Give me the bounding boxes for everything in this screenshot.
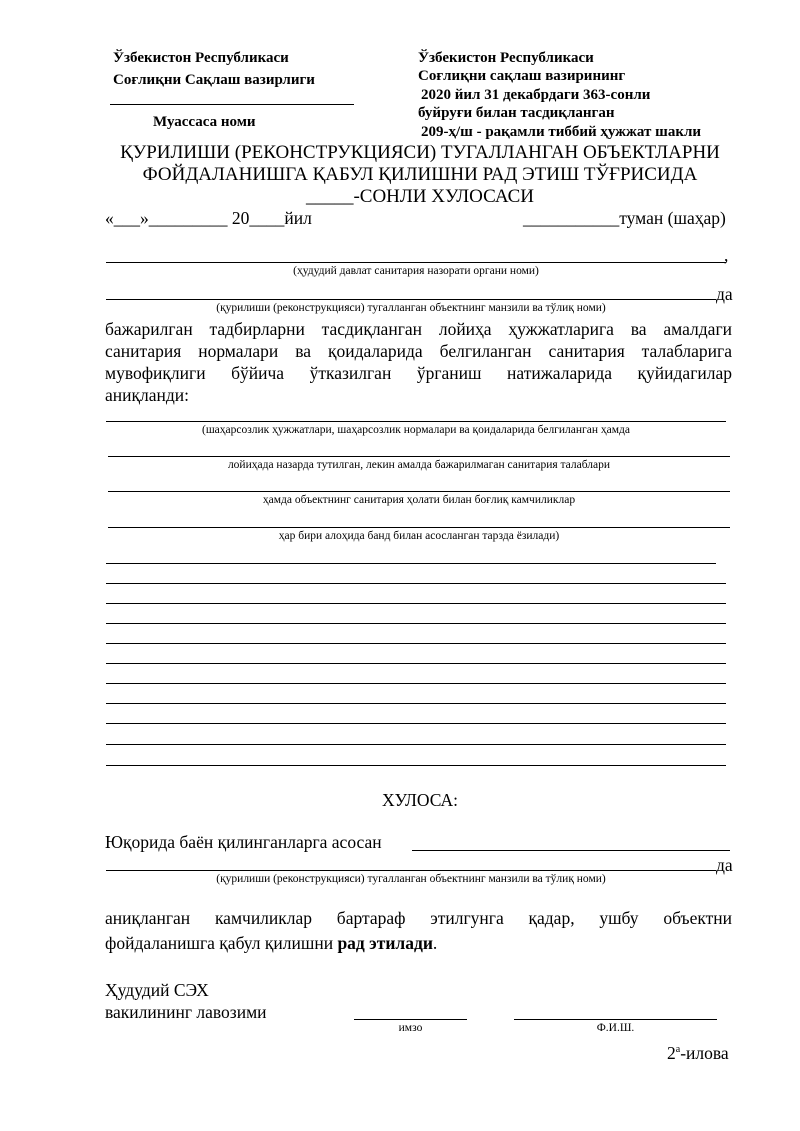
paragraph-line2: санитария нормалари ва қоидаларида белгиланган санитария талабларига <box>105 341 732 361</box>
writing-line[interactable] <box>106 603 726 604</box>
institution-caption: Муассаса номи <box>153 114 256 130</box>
title-line2: ФОЙДАЛАНИШГА ҚАБУЛ ҚИЛИШНИ РАД ЭТИШ ТЎҒРИСИДА <box>142 164 698 185</box>
right-header-line2: Соғлиқни сақлаш вазирининг <box>418 68 626 84</box>
findings-caption-2: лойиҳада назарда тутилган, лекин амалда бажарилмаган санитария талаблари <box>227 459 611 471</box>
signature-caption: имзо <box>398 1022 423 1034</box>
finding-line-4[interactable] <box>108 527 730 528</box>
writing-line[interactable] <box>106 765 726 766</box>
authority-name-line[interactable] <box>106 262 726 263</box>
conclusion-object-line[interactable] <box>106 870 716 871</box>
writing-line[interactable] <box>106 623 726 624</box>
full-name-line[interactable] <box>514 1019 717 1020</box>
signature-line[interactable] <box>354 1019 467 1020</box>
full-name-caption: Ф.И.Ш. <box>596 1022 635 1034</box>
writing-line[interactable] <box>106 723 726 724</box>
writing-line[interactable] <box>106 663 726 664</box>
authority-caption: (ҳудудий давлат санитария назорати органи номи) <box>293 265 539 277</box>
findings-caption-3: ҳамда объектнинг санитария ҳолати билан боғлиқ камчиликлар <box>262 494 576 506</box>
conclusion-text-pre: фойдаланишга қабул қилишни <box>105 933 338 953</box>
district-field[interactable]: ___________туман (шаҳар) <box>523 208 726 228</box>
object-name-line[interactable] <box>106 299 716 300</box>
appendix-label <box>667 1039 729 1064</box>
left-header-ministry: Соғлиқни Сақлаш вазирлиги <box>113 72 315 88</box>
paragraph-line4: аниқланди: <box>105 385 189 405</box>
institution-name-line <box>110 104 354 105</box>
object-suffix: да <box>716 284 733 304</box>
appendix-text: -илова <box>680 1042 729 1063</box>
writing-line[interactable] <box>106 583 726 584</box>
conclusion-text-line1: аниқланган камчиликлар бартараф этилгунга қадар, ушбу объектни <box>105 908 732 928</box>
signature-role-line1: Ҳудудий СЭХ <box>105 980 209 1000</box>
finding-line-3[interactable] <box>108 491 730 492</box>
object-caption: (қурилиши (реконструкцияси) тугалланган объектнинг манзили ва тўлиқ номи) <box>216 302 606 314</box>
finding-line-1[interactable] <box>106 421 726 422</box>
right-header-line3: 2020 йил 31 декабрдаги 363-сонли <box>421 87 651 103</box>
conclusion-text-line2 <box>105 932 437 954</box>
appendix-number: 2 <box>667 1042 676 1063</box>
right-header-line1: Ўзбекистон Республикаси <box>418 50 594 66</box>
findings-caption-4: ҳар бири алоҳида банд билан асосланган тарзда ёзилади) <box>278 530 560 542</box>
paragraph-line1: бажарилган тадбирларни тасдиқланган лойиҳа ҳужжатларига ва амалдаги <box>105 319 732 339</box>
conclusion-basis: Юқорида баён қилинганларга асосан <box>105 832 382 852</box>
writing-line[interactable] <box>106 683 726 684</box>
title-line3: _____-СОНЛИ ХУЛОСАСИ <box>305 186 535 207</box>
appendix-sup: а <box>675 1044 681 1055</box>
findings-caption-1: (шаҳарсозлик ҳужжатлари, шаҳарсозлик нормалари ва қоидаларида белгиланган ҳамда <box>202 424 630 436</box>
right-header-line5: 209-ҳ/ш - рақамли тиббий ҳужжат шакли <box>421 124 702 140</box>
writing-line[interactable] <box>106 703 726 704</box>
paragraph-line3: мувофиқлиги бўйича ўтказилган ўрганиш натижаларида қуйидагилар <box>105 363 732 383</box>
writing-line[interactable] <box>106 744 726 745</box>
writing-line[interactable] <box>106 643 726 644</box>
signature-role-line2: вакилининг лавозими <box>105 1002 267 1022</box>
conclusion-object-caption: (қурилиши (реконструкцияси) тугалланган объектнинг манзили ва тўлиқ номи) <box>216 873 606 885</box>
authority-suffix: , <box>724 245 729 265</box>
writing-line[interactable] <box>106 563 716 564</box>
conclusion-object-suffix: да <box>716 855 733 875</box>
conclusion-text-post: . <box>432 933 438 953</box>
finding-line-2[interactable] <box>108 456 730 457</box>
conclusion-basis-line[interactable] <box>412 850 730 851</box>
left-header-country: Ўзбекистон Республикаси <box>113 50 289 66</box>
rejection-decision: рад этилади <box>337 933 433 953</box>
title-line1: ҚУРИЛИШИ (РЕКОНСТРУКЦИЯСИ) ТУГАЛЛАНГАН ОБЪЕКТЛАРНИ <box>120 142 720 163</box>
conclusion-heading: ХУЛОСА: <box>381 790 459 810</box>
right-header-line4: буйруғи билан тасдиқланган <box>418 105 615 121</box>
date-field[interactable]: «___»_________ 20____йил <box>105 208 312 228</box>
